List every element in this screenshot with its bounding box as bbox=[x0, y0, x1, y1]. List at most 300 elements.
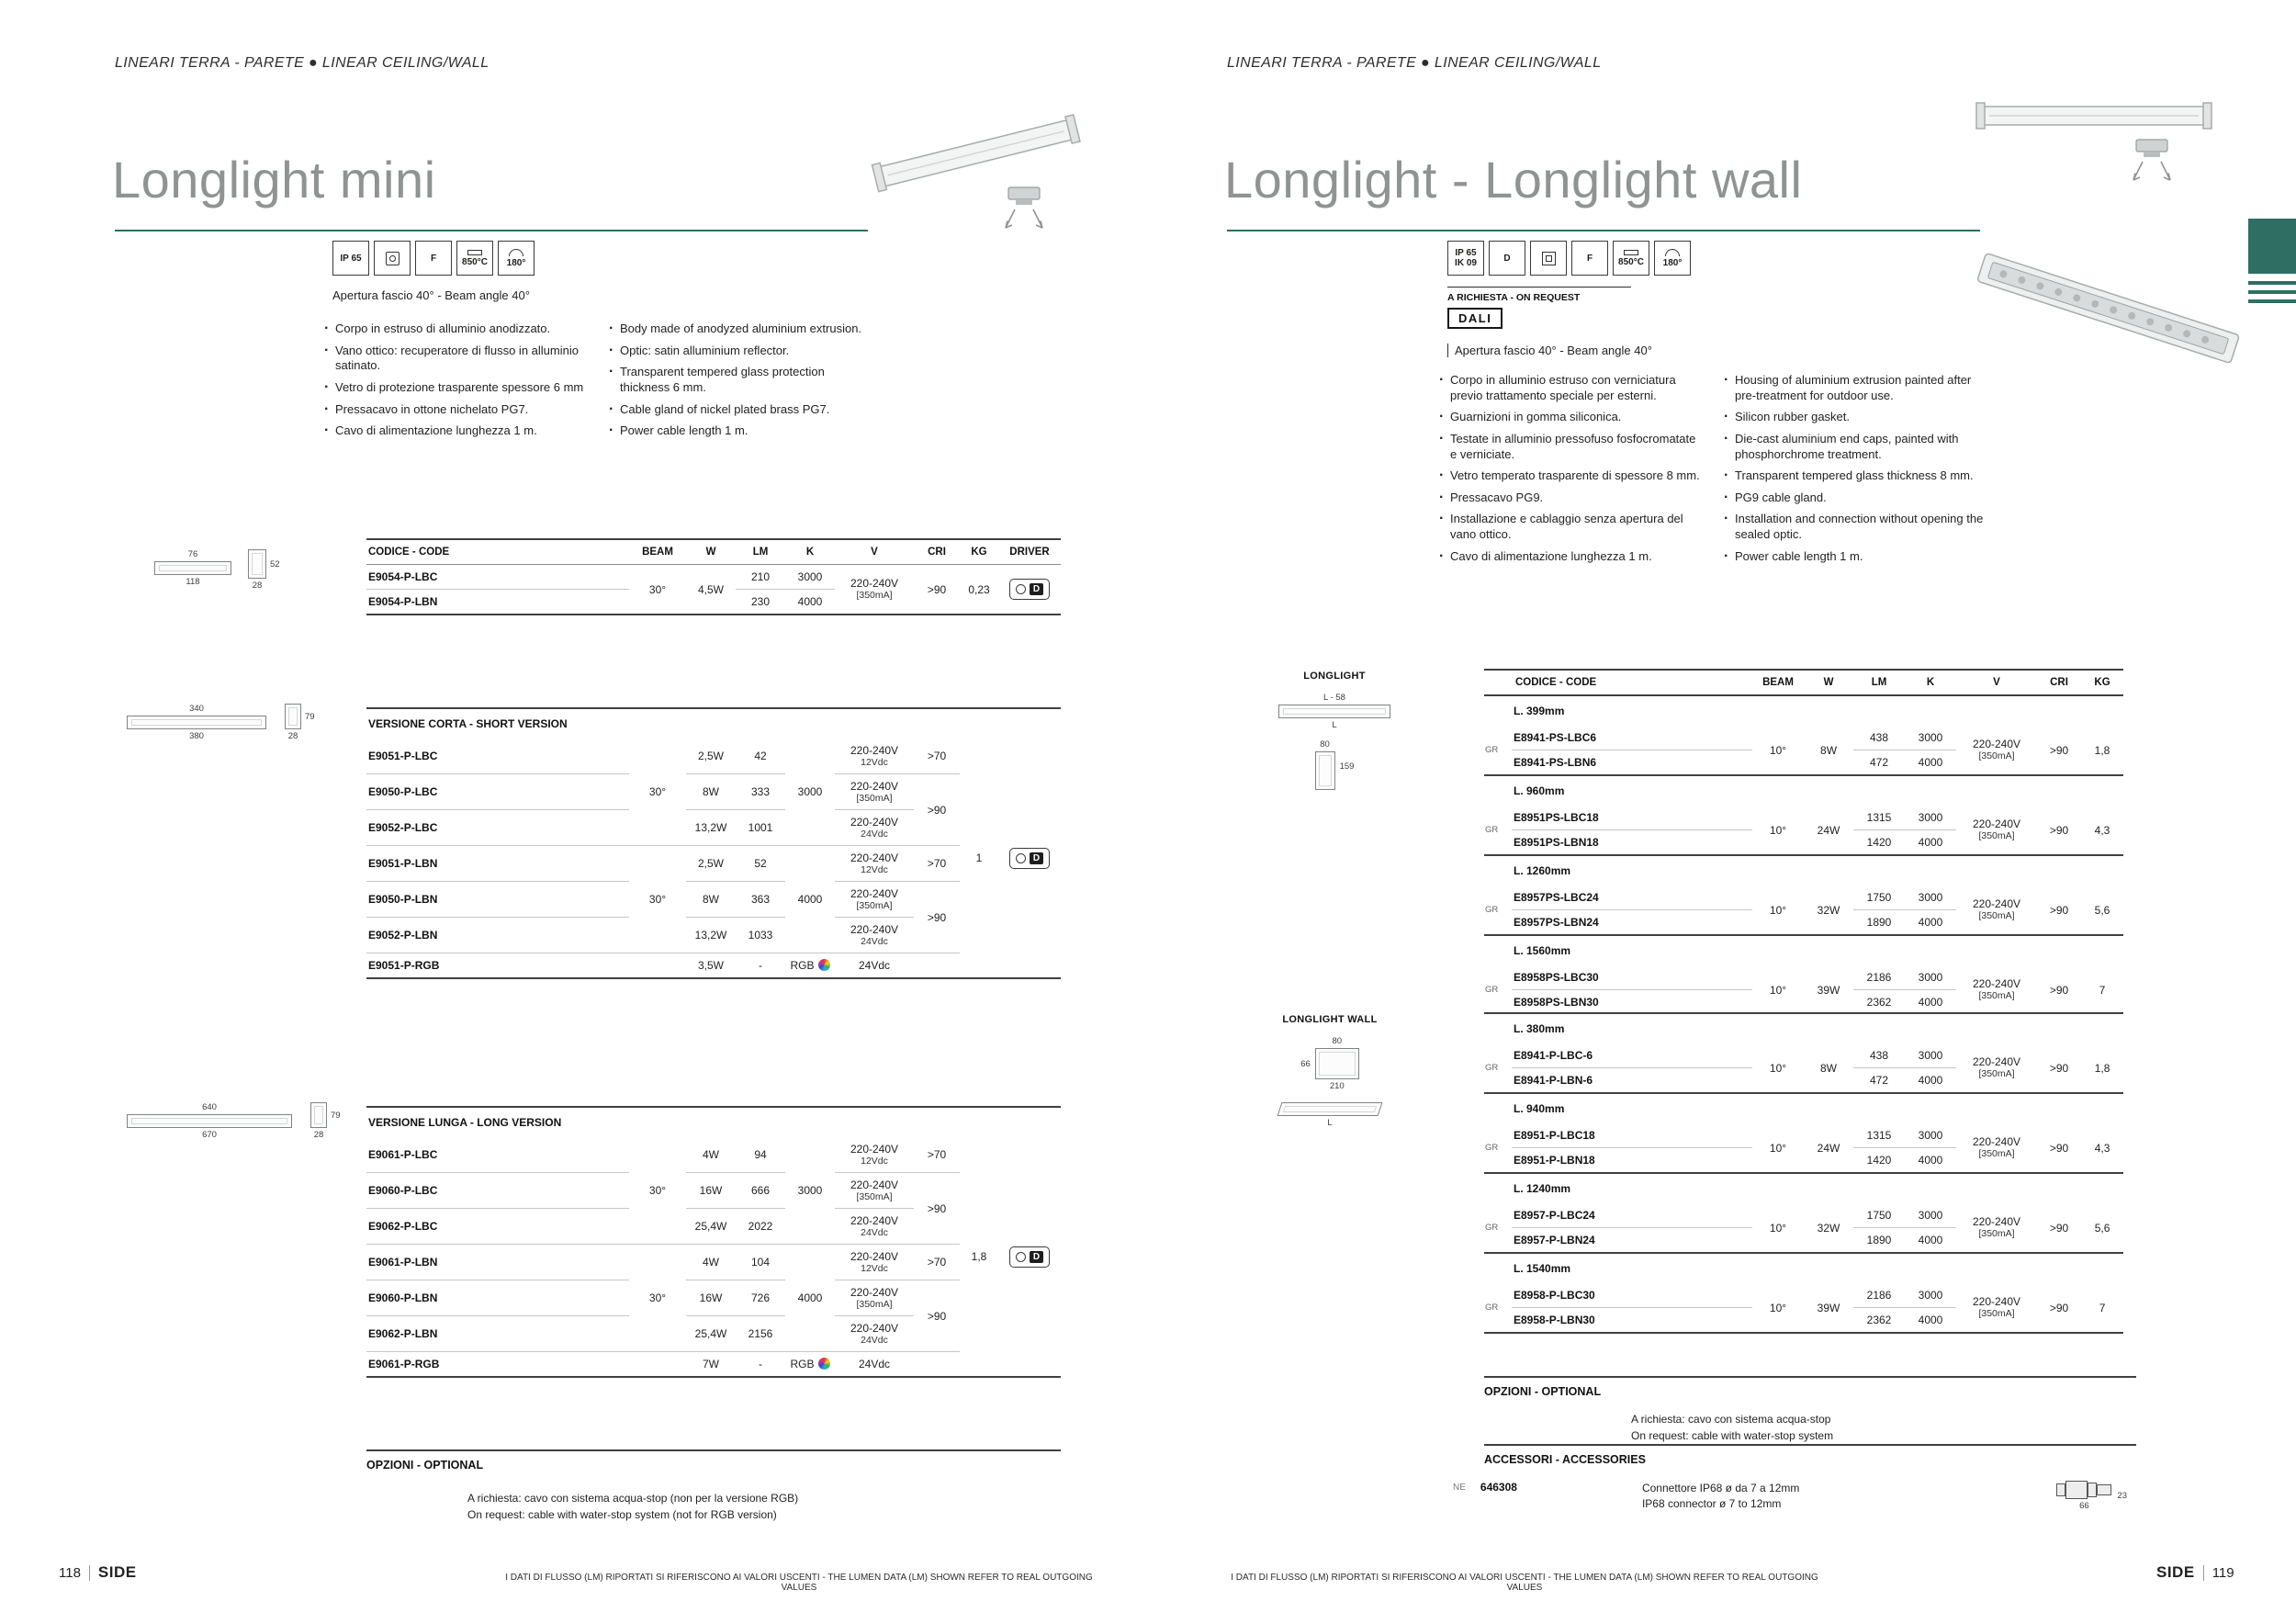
table-cell: L. 940mm bbox=[1512, 1093, 2123, 1123]
table-cell: 10° bbox=[1752, 965, 1804, 1015]
table-cell: E9050-P-LBC bbox=[366, 774, 629, 810]
options-line-it: A richiesta: cavo con sistema acqua-stop bbox=[1631, 1413, 1831, 1426]
table-cell: 4000 bbox=[1905, 830, 1956, 856]
table-cell bbox=[1484, 1173, 1512, 1203]
table-cell: 42 bbox=[736, 739, 785, 774]
f-mark-icon bbox=[1571, 241, 1608, 276]
table-cell: 220-240V 24Vdc bbox=[835, 810, 914, 846]
table-cell: 220-240V [350mA] bbox=[1956, 965, 2037, 1015]
table-row bbox=[1484, 775, 2123, 806]
aiming-arrows-icon bbox=[1006, 187, 1042, 228]
table-cell bbox=[1484, 935, 1512, 965]
page-number: 118 bbox=[59, 1564, 81, 1581]
table-longlight-grid bbox=[1484, 669, 2123, 1016]
table-cell: 220-240V [350mA] bbox=[835, 1173, 914, 1209]
table-cell: 16W bbox=[686, 1173, 736, 1209]
table-long-version bbox=[366, 1106, 1061, 1378]
table-row bbox=[366, 1137, 1061, 1173]
longlight-drawing bbox=[1266, 671, 1403, 790]
table-cell: RGB bbox=[785, 1352, 835, 1378]
rgb-icon bbox=[818, 959, 830, 971]
dim-label: 159 bbox=[1339, 761, 1355, 772]
glass-temp-icon bbox=[1613, 241, 1649, 276]
table-cell: 7 bbox=[2081, 965, 2123, 1015]
table-cell: 30° bbox=[629, 846, 686, 953]
table-row bbox=[1484, 670, 2123, 695]
table-cell: - bbox=[736, 953, 785, 979]
page-number-right bbox=[2156, 1563, 2234, 1582]
options-title-left: OPZIONI - OPTIONAL bbox=[366, 1459, 484, 1472]
table-cell: GR bbox=[1484, 965, 1512, 1015]
table-row bbox=[366, 708, 1061, 739]
table-cell: RGB bbox=[785, 953, 835, 979]
table-cell: >90 bbox=[914, 882, 960, 953]
dim-label: L bbox=[1327, 1118, 1333, 1128]
table-cell: 10° bbox=[1752, 806, 1804, 855]
table-cell: E9050-P-LBN bbox=[366, 882, 629, 918]
table-cell: >90 bbox=[2037, 806, 2081, 855]
table-row bbox=[366, 1173, 1061, 1209]
table-cell: 666 bbox=[736, 1173, 785, 1209]
d-label: D bbox=[1503, 253, 1511, 264]
table-cell: E9051-P-LBC bbox=[366, 739, 629, 774]
table-longlight-mini-grid bbox=[366, 538, 1061, 615]
table-cell: 24Vdc bbox=[835, 1352, 914, 1378]
dim-label: 670 bbox=[202, 1130, 217, 1140]
table-cell: >90 bbox=[914, 565, 960, 615]
table-cell: 1890 bbox=[1853, 1228, 1905, 1254]
table-cell: GR bbox=[1484, 1283, 1512, 1333]
table-cell: >90 bbox=[2037, 965, 2081, 1015]
f-mark-label: F bbox=[430, 253, 437, 264]
table-longlight bbox=[1484, 669, 2123, 1016]
table-cell: 3,5W bbox=[686, 953, 736, 979]
table-cell: 3000 bbox=[785, 739, 835, 846]
table-cell: 438 bbox=[1853, 1043, 1905, 1068]
table-cell: 438 bbox=[1853, 726, 1905, 750]
table-row bbox=[1484, 1123, 2123, 1148]
ip65-ik09-icon bbox=[1447, 241, 1484, 276]
bullet-item: · Testate in alluminio pressofuso fosfocromatate e verniciate. bbox=[1438, 432, 1701, 462]
table-cell: 4W bbox=[686, 1137, 736, 1173]
f-mark-icon bbox=[415, 241, 452, 276]
table-cell: 4,3 bbox=[2081, 1123, 2123, 1173]
bullets-italian bbox=[323, 321, 586, 445]
dim-label: 80 bbox=[1320, 739, 1330, 750]
feature-bullets-left bbox=[323, 321, 871, 445]
table-cell: 4000 bbox=[785, 1245, 835, 1352]
bullets-italian bbox=[1438, 373, 1701, 570]
table-cell: 10° bbox=[1752, 1203, 1804, 1253]
page-title-right: Longlight - Longlight wall bbox=[1224, 151, 1803, 209]
table-cell: GR bbox=[1484, 885, 1512, 935]
class-ii-icon bbox=[1530, 241, 1567, 276]
table-cell: E8941-PS-LBN6 bbox=[1512, 750, 1752, 776]
table-cell: >90 bbox=[914, 1280, 960, 1352]
table-cell: 2022 bbox=[736, 1209, 785, 1245]
table-row bbox=[1484, 965, 2123, 990]
table-cell: 1033 bbox=[736, 918, 785, 953]
table-cell bbox=[914, 1352, 960, 1378]
edge-tab-line bbox=[2248, 299, 2296, 303]
brand-logo: SIDE bbox=[2156, 1563, 2195, 1581]
accessories-title: ACCESSORI - ACCESSORIES bbox=[1484, 1453, 1646, 1466]
table-cell: 7W bbox=[686, 1352, 736, 1378]
table-cell: GR bbox=[1484, 806, 1512, 855]
table-cell bbox=[998, 1137, 1061, 1377]
table-cell bbox=[1484, 1253, 1512, 1283]
column-header: LM bbox=[736, 539, 785, 565]
separator bbox=[89, 1565, 90, 1581]
table-cell: >70 bbox=[914, 1137, 960, 1173]
table-row bbox=[1484, 1093, 2123, 1123]
accessory-code: 646308 bbox=[1480, 1481, 1517, 1494]
table-longlight-wall bbox=[1484, 1012, 2123, 1334]
options-line-en: On request: cable with water-stop system bbox=[1631, 1429, 1834, 1442]
table-cell: 3000 bbox=[1905, 1123, 1956, 1148]
connector-drawing bbox=[2056, 1481, 2136, 1511]
table-cell: E8951-P-LBC18 bbox=[1512, 1123, 1752, 1148]
table-cell: 3000 bbox=[1905, 806, 1956, 830]
column-header: CODICE - CODE bbox=[366, 539, 629, 565]
table-row bbox=[366, 739, 1061, 774]
column-header: KG bbox=[2081, 670, 2123, 695]
table-cell: 1750 bbox=[1853, 885, 1905, 910]
table-cell: 1001 bbox=[736, 810, 785, 846]
table-cell: 30° bbox=[629, 565, 686, 615]
bullet-item: · PG9 cable gland. bbox=[1723, 491, 1986, 506]
table-cell: 25,4W bbox=[686, 1209, 736, 1245]
table-row bbox=[1484, 1043, 2123, 1068]
dim-label: 640 bbox=[202, 1102, 217, 1112]
brand-logo: SIDE bbox=[97, 1563, 137, 1581]
table-row bbox=[1484, 1173, 2123, 1203]
ip65-label: IP 65 bbox=[1455, 248, 1477, 258]
edge-tab-line bbox=[2248, 281, 2296, 285]
table-cell: 0,23 bbox=[960, 565, 998, 615]
table-cell: 10° bbox=[1752, 1043, 1804, 1093]
table-cell: >90 bbox=[2037, 1283, 2081, 1333]
bullet-item: · Installation and connection without opening the sealed optic. bbox=[1723, 512, 1986, 542]
recessed-fixture-icon bbox=[374, 241, 411, 276]
bullet-item: · Corpo in alluminio estruso con verniciatura previo trattamento speciale per esterni. bbox=[1438, 373, 1701, 403]
table-cell: 5,6 bbox=[2081, 885, 2123, 935]
dali-d-icon bbox=[1489, 241, 1525, 276]
table-cell: >90 bbox=[914, 774, 960, 846]
table-cell: 30° bbox=[629, 739, 686, 846]
table-cell bbox=[1484, 855, 1512, 885]
table-cell: 220-240V 24Vdc bbox=[835, 1209, 914, 1245]
bullet-item: · Transparent tempered glass protection thickness 6 mm. bbox=[608, 365, 871, 395]
table-cell: E8941-P-LBC-6 bbox=[1512, 1043, 1752, 1068]
dim-label: 79 bbox=[305, 712, 315, 722]
table-row bbox=[366, 1280, 1061, 1316]
footer-disclaimer-left: I DATI DI FLUSSO (LM) RIPORTATI SI RIFERISCONO AI VALORI USCENTI - THE LUMEN DATA (LM) SHOWN REFER TO REAL OUTGOING VALUES bbox=[505, 1573, 1093, 1593]
table-cell bbox=[1484, 1093, 1512, 1123]
table-cell: 2186 bbox=[1853, 1283, 1905, 1308]
dim-drawing-mini bbox=[154, 549, 280, 591]
table-row bbox=[366, 565, 1061, 590]
bullet-item: · Transparent tempered glass thickness 8 mm. bbox=[1723, 468, 1986, 484]
table-cell: E9054-P-LBN bbox=[366, 590, 629, 615]
dim-label: 80 bbox=[1332, 1036, 1343, 1046]
table-short-version bbox=[366, 707, 1061, 979]
table-cell: 220-240V [350mA] bbox=[1956, 885, 2037, 935]
table-cell: 104 bbox=[736, 1245, 785, 1280]
table-cell: 3000 bbox=[1905, 885, 1956, 910]
table-cell: 1,8 bbox=[2081, 1043, 2123, 1093]
feature-bullets-right bbox=[1438, 373, 1986, 570]
accessory-desc-it: Connettore IP68 ø da 7 a 12mm bbox=[1641, 1482, 1800, 1494]
table-row bbox=[1484, 1013, 2123, 1043]
bullet-item: · Silicon rubber gasket. bbox=[1723, 410, 1986, 425]
table-row bbox=[366, 774, 1061, 810]
table-row bbox=[1484, 726, 2123, 750]
table-cell: E9061-P-RGB bbox=[366, 1352, 629, 1378]
table-cell: E8958-P-LBC30 bbox=[1512, 1283, 1752, 1308]
table-cell: 32W bbox=[1804, 885, 1853, 935]
table-cell: E9061-P-LBN bbox=[366, 1245, 629, 1280]
table-cell: E8957-P-LBC24 bbox=[1512, 1203, 1752, 1228]
table-cell: 472 bbox=[1853, 1068, 1905, 1094]
table-cell: 4W bbox=[686, 1245, 736, 1280]
table-cell: 220-240V [350mA] bbox=[1956, 1043, 2037, 1093]
glass-temp-icon bbox=[456, 241, 493, 276]
table-cell: 2362 bbox=[1853, 990, 1905, 1016]
dim-label: 66 bbox=[1300, 1058, 1311, 1069]
dim-drawing-short bbox=[127, 704, 315, 741]
column-header: CRI bbox=[2037, 670, 2081, 695]
table-cell: E9054-P-LBC bbox=[366, 565, 629, 590]
table-cell: 4000 bbox=[785, 846, 835, 953]
table-cell: 220-240V 12Vdc bbox=[835, 1137, 914, 1173]
table-cell: 220-240V 12Vdc bbox=[835, 1245, 914, 1280]
table-row bbox=[1484, 885, 2123, 910]
page-title-left: Longlight mini bbox=[112, 151, 436, 209]
table-cell: E8957PS-LBC24 bbox=[1512, 885, 1752, 910]
dim-label: 28 bbox=[313, 1130, 324, 1140]
table-cell: 4,3 bbox=[2081, 806, 2123, 855]
table-cell: 52 bbox=[736, 846, 785, 882]
table-cell: L. 1560mm bbox=[1512, 935, 2123, 965]
dim-label: 79 bbox=[331, 1111, 341, 1121]
table-cell: 4000 bbox=[1905, 1308, 1956, 1334]
dim-label: 210 bbox=[1329, 1081, 1345, 1091]
options-line-en: On request: cable with water-stop system (not for RGB version) bbox=[467, 1508, 777, 1521]
table-row bbox=[366, 1107, 1061, 1137]
bullet-item: · Cavo di alimentazione lunghezza 1 m. bbox=[1438, 549, 1701, 565]
table-cell: 5,6 bbox=[2081, 1203, 2123, 1253]
table-cell: 220-240V [350mA] bbox=[835, 882, 914, 918]
bullet-item: · Corpo in estruso di alluminio anodizzato. bbox=[323, 321, 586, 337]
column-header: V bbox=[1956, 670, 2037, 695]
bullet-item: · Die-cast aluminium end caps, painted with phosphorchrome treatment. bbox=[1723, 432, 1986, 462]
table-cell: 220-240V [350mA] bbox=[1956, 806, 2037, 855]
table-cell: E8951PS-LBN18 bbox=[1512, 830, 1752, 856]
table-cell: 8W bbox=[1804, 726, 1853, 775]
table-cell: L. 1240mm bbox=[1512, 1173, 2123, 1203]
glass-temp-label: 850°C bbox=[1618, 256, 1644, 267]
table-cell: E8951PS-LBC18 bbox=[1512, 806, 1752, 830]
table-cell: E8958PS-LBN30 bbox=[1512, 990, 1752, 1016]
table-cell: E8957PS-LBN24 bbox=[1512, 910, 1752, 936]
table-cell: E9051-P-LBN bbox=[366, 846, 629, 882]
accessories-block bbox=[1453, 1444, 2136, 1513]
driver-icon: D bbox=[1009, 579, 1050, 600]
table-cell: E9060-P-LBN bbox=[366, 1280, 629, 1316]
table-cell: 13,2W bbox=[686, 918, 736, 953]
rgb-icon bbox=[818, 1358, 830, 1370]
accessory-desc-en: IP68 connector ø 7 to 12mm bbox=[1641, 1497, 1782, 1511]
footer-disclaimer-right: I DATI DI FLUSSO (LM) RIPORTATI SI RIFERISCONO AI VALORI USCENTI - THE LUMEN DATA (LM) SHOWN REFER TO REAL OUTGOING VALUES bbox=[1231, 1573, 1818, 1593]
table-cell: 220-240V [350mA] bbox=[1956, 1283, 2037, 1333]
table-cell: >90 bbox=[2037, 885, 2081, 935]
table-cell: 220-240V [350mA] bbox=[1956, 1123, 2037, 1173]
ip65-label: IP 65 bbox=[340, 253, 362, 264]
section-kicker-left: LINEARI TERRA - PARETE ● LINEAR CEILING/WALL bbox=[115, 55, 490, 71]
bullets-english bbox=[608, 321, 871, 445]
table-cell: L. 960mm bbox=[1512, 775, 2123, 806]
table-cell: E8951-P-LBN18 bbox=[1512, 1148, 1752, 1174]
column-header: V bbox=[835, 539, 914, 565]
table-cell: E8941-PS-LBC6 bbox=[1512, 726, 1752, 750]
table-cell: 25,4W bbox=[686, 1316, 736, 1352]
table-cell: 8W bbox=[686, 882, 736, 918]
table-cell: 3000 bbox=[1905, 726, 1956, 750]
table-longlight-mini bbox=[366, 538, 1061, 615]
table-cell: 220-240V [350mA] bbox=[835, 774, 914, 810]
options-line-it: A richiesta: cavo con sistema acqua-stop (non per la versione RGB) bbox=[467, 1492, 799, 1505]
table-cell: VERSIONE CORTA - SHORT VERSION bbox=[366, 708, 1061, 739]
column-header: DRIVER bbox=[998, 539, 1061, 565]
bullet-item: · Vetro di protezione trasparente spessore 6 mm bbox=[323, 380, 586, 396]
options-right bbox=[1484, 1376, 2136, 1444]
column-header: K bbox=[1905, 670, 1956, 695]
column-header: LM bbox=[1853, 670, 1905, 695]
table-cell: 4000 bbox=[1905, 750, 1956, 776]
table-cell: 2,5W bbox=[686, 846, 736, 882]
dim-label: 76 bbox=[187, 549, 198, 559]
dim-label: 28 bbox=[287, 731, 298, 741]
driver-icon: D bbox=[1009, 1246, 1050, 1268]
table-cell: 1750 bbox=[1853, 1203, 1905, 1228]
table-cell: 2,5W bbox=[686, 739, 736, 774]
table-cell: GR bbox=[1484, 1043, 1512, 1093]
table-cell: 230 bbox=[736, 590, 785, 615]
table-cell: 1 bbox=[960, 739, 998, 978]
table-cell: 10° bbox=[1752, 1123, 1804, 1173]
table-cell: 4000 bbox=[1905, 990, 1956, 1016]
edge-tab-line bbox=[2248, 290, 2296, 294]
table-row bbox=[366, 953, 1061, 979]
table-cell: >70 bbox=[914, 739, 960, 774]
bullet-item: · Housing of aluminium extrusion painted after pre-treatment for outdoor use. bbox=[1723, 373, 1986, 403]
table-cell: 30° bbox=[629, 1137, 686, 1245]
bullet-item: · Vetro temperato trasparente di spessore 8 mm. bbox=[1438, 468, 1701, 484]
on-request-block bbox=[1447, 287, 1631, 329]
table-cell: E9060-P-LBC bbox=[366, 1173, 629, 1209]
table-cell: 2156 bbox=[736, 1316, 785, 1352]
table-cell: 210 bbox=[736, 565, 785, 590]
table-row bbox=[1484, 1203, 2123, 1228]
table-cell: 220-240V 12Vdc bbox=[835, 846, 914, 882]
table-row bbox=[1484, 855, 2123, 885]
ip65-icon bbox=[332, 241, 369, 276]
title-rule-right bbox=[1227, 230, 1980, 231]
ik09-label: IK 09 bbox=[1455, 258, 1477, 268]
f-mark-label: F bbox=[1586, 253, 1593, 264]
dim-label: 340 bbox=[189, 704, 204, 714]
table-cell: >70 bbox=[914, 1245, 960, 1280]
dim-label: 380 bbox=[189, 731, 204, 741]
table-cell: E9052-P-LBC bbox=[366, 810, 629, 846]
table-cell: 39W bbox=[1804, 965, 1853, 1015]
edge-tab bbox=[2248, 219, 2296, 274]
beam-note-right: Apertura fascio 40° - Beam angle 40° bbox=[1447, 344, 1652, 357]
table-cell: 3000 bbox=[1905, 965, 1956, 990]
table-short-version-grid bbox=[366, 707, 1061, 979]
table-cell: E8957-P-LBN24 bbox=[1512, 1228, 1752, 1254]
dim-label: 28 bbox=[252, 581, 263, 591]
table-cell: E9052-P-LBN bbox=[366, 918, 629, 953]
table-row bbox=[366, 1352, 1061, 1378]
table-cell: 10° bbox=[1752, 885, 1804, 935]
table-cell: 8W bbox=[686, 774, 736, 810]
table-cell: 726 bbox=[736, 1280, 785, 1316]
dim-label: 118 bbox=[186, 577, 200, 587]
separator bbox=[2203, 1565, 2204, 1581]
table-cell bbox=[1484, 695, 1512, 726]
table-cell: 3000 bbox=[1905, 1283, 1956, 1308]
section-kicker-right: LINEARI TERRA - PARETE ● LINEAR CEILING/WALL bbox=[1227, 55, 1602, 71]
on-request-label: A RICHIESTA - ON REQUEST bbox=[1447, 292, 1581, 303]
beam-angle-icon bbox=[498, 241, 535, 276]
beam-angle-label: 180° bbox=[506, 257, 526, 268]
table-cell: >70 bbox=[914, 846, 960, 882]
table-cell: E8958-P-LBN30 bbox=[1512, 1308, 1752, 1334]
table-cell: GR bbox=[1484, 726, 1512, 775]
table-cell: E8958PS-LBC30 bbox=[1512, 965, 1752, 990]
table-cell bbox=[914, 953, 960, 979]
table-cell: 1890 bbox=[1853, 910, 1905, 936]
table-cell: 3000 bbox=[1905, 1203, 1956, 1228]
table-cell: 10° bbox=[1752, 1283, 1804, 1333]
table-row bbox=[366, 882, 1061, 918]
table-cell: 39W bbox=[1804, 1283, 1853, 1333]
table-cell: >90 bbox=[2037, 1203, 2081, 1253]
table-cell: 13,2W bbox=[686, 810, 736, 846]
table-row bbox=[1484, 1283, 2123, 1308]
page-number: 119 bbox=[2212, 1564, 2234, 1581]
product-illustration-longlight bbox=[1956, 81, 2287, 448]
bullet-item: · Installazione e cablaggio senza apertura del vano ottico. bbox=[1438, 512, 1701, 542]
table-row bbox=[366, 1245, 1061, 1280]
table-cell: E9051-P-RGB bbox=[366, 953, 629, 979]
certification-icons-right bbox=[1447, 241, 1691, 276]
beam-angle-icon bbox=[1654, 241, 1691, 276]
table-cell: 4000 bbox=[1905, 1148, 1956, 1174]
table-cell: E9061-P-LBC bbox=[366, 1137, 629, 1173]
column-header: K bbox=[785, 539, 835, 565]
table-cell: VERSIONE LUNGA - LONG VERSION bbox=[366, 1107, 1061, 1137]
table-cell: 24Vdc bbox=[835, 953, 914, 979]
table-long-version-grid bbox=[366, 1106, 1061, 1378]
table-cell: 32W bbox=[1804, 1203, 1853, 1253]
beam-angle-label: 180° bbox=[1662, 257, 1683, 268]
table-row bbox=[366, 846, 1061, 882]
table-cell bbox=[998, 565, 1061, 615]
table-cell: 3000 bbox=[785, 565, 835, 590]
